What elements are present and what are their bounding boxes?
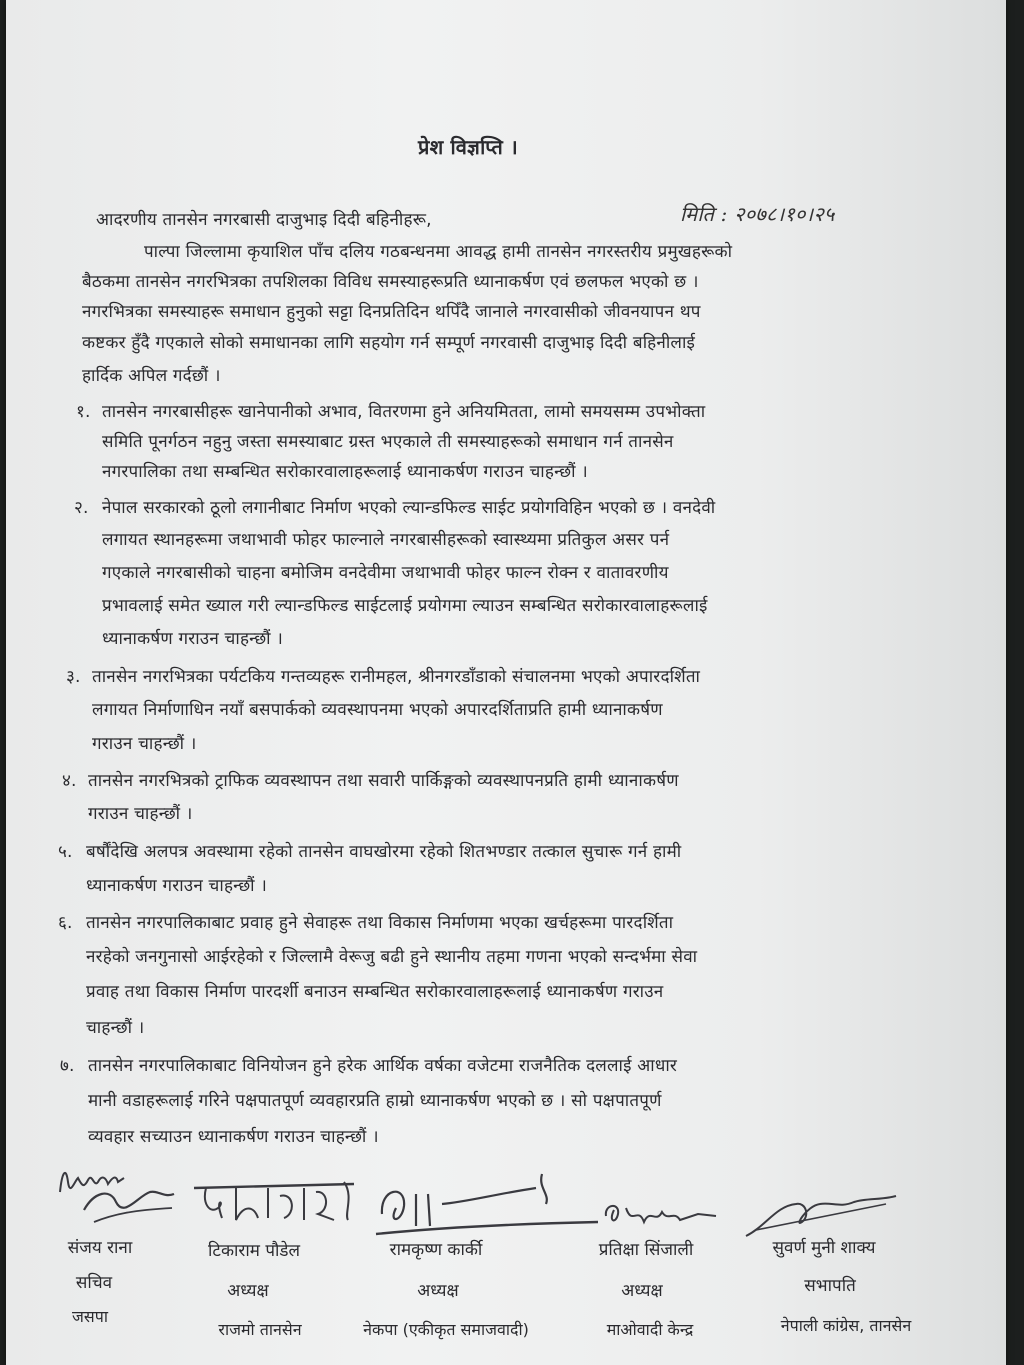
point-line: गराउन चाहन्छौं । [92, 734, 197, 754]
signatory-party: जसपा [72, 1307, 108, 1326]
signatory-role: सचिव [75, 1273, 113, 1293]
signature-sanjay-rana [54, 1152, 184, 1232]
intro-line: कष्टकर हुँदै गएकाले सोको समाधानका लागि सहयोग गर्न सम्पूर्ण नगरवासी दाजुभाइ दिदी बहिनीलाई [82, 333, 696, 353]
point-line: तानसेन नगरबासीहरू खानेपानीको अभाव, वितरणमा हुने अनियमितता, लामो समयसम्म उपभोक्ता [102, 402, 706, 422]
signatory-role: सभापति [804, 1276, 856, 1296]
signatory-party: नेपाली कांग्रेस, तानसेन [780, 1316, 912, 1335]
handwritten-date: मिति : २०७८।१०।२५ [680, 202, 835, 226]
point-line: तानसेन नगरपालिकाबाट विनियोजन हुने हरेक आर्थिक वर्षका वजेटमा राजनैतिक दललाई आधार [88, 1056, 678, 1076]
point-line: व्यवहार सच्याउन ध्यानाकर्षण गराउन चाहन्छौं । [88, 1127, 379, 1147]
point-line: लगायत स्थानहरूमा जथाभावी फोहर फाल्नाले नगरबासीहरूको स्वास्थ्यमा प्रतिकुल असर पर्न [102, 530, 670, 550]
point-line: चाहन्छौं । [86, 1018, 145, 1038]
point-number: ५. [58, 842, 73, 862]
point-number: १. [76, 402, 91, 422]
point-line: मानी वडाहरूलाई गरिने पक्षपातपूर्ण व्यवहारप्रति हाम्रो ध्यानाकर्षण भएको छ । सो पक्षपातपूर्ण [88, 1091, 662, 1111]
point-number: ७. [60, 1056, 75, 1076]
signatory-party: नेकपा (एकीकृत समाजवादी) [363, 1320, 529, 1339]
signature-tikaram-paudel [184, 1174, 364, 1234]
point-number: २. [74, 498, 89, 518]
point-line: तानसेन नगरपालिकाबाट प्रवाह हुने सेवाहरू तथा विकास निर्माणमा भएका खर्चहरूमा पारदर्शिता [86, 913, 674, 933]
signatory-name: सुवर्ण मुनी शाक्य [772, 1238, 876, 1258]
point-line: प्रभावलाई समेत ख्याल गरी ल्यान्डफिल्ड साईटलाई प्रयोगमा ल्याउन सम्बन्धित सरोकारवालाहरूलाई [102, 596, 708, 616]
press-release-sheet [6, 0, 1006, 1365]
point-line: नेपाल सरकारको ठूलो लगानीबाट निर्माण भएको ल्यान्डफिल्ड साईट प्रयोगविहिन भएको छ । वनदेवी [102, 498, 716, 518]
intro-line: पाल्पा जिल्लामा कृयाशिल पाँच दलिय गठबन्धनमा आवद्ध हामी तानसेन नगरस्तरीय प्रमुखहरूको [144, 242, 733, 262]
point-line: समिति पूनर्गठन नहुनु जस्ता समस्याबाट ग्रस्त भएकाले ती समस्याहरूको समाधान गर्न तानसेन [102, 432, 674, 452]
intro-line: बैठकमा तानसेन नगरभित्रका तपशिलका विविध समस्याहरूप्रति ध्यानाकर्षण एवं छलफल भएको छ । [82, 272, 699, 292]
signatory-name: रामकृष्ण कार्की [389, 1240, 483, 1260]
signatory-name: संजय राना [67, 1238, 133, 1258]
signatory-name: प्रतिक्षा सिंजाली [598, 1240, 694, 1260]
point-line: प्रवाह तथा विकास निर्माण पारदर्शी बनाउन सम्बन्धित सरोकारवालाहरूलाई ध्यानाकर्षण गराउन [86, 982, 664, 1002]
signatory-party: राजमो तानसेन [218, 1320, 302, 1339]
signature-pratiksha-sinjali [598, 1196, 728, 1236]
point-line: गएकाले नगरबासीको चाहना बमोजिम वनदेवीमा जथाभावी फोहर फाल्न रोक्न र वातावरणीय [102, 563, 669, 583]
point-line: गराउन चाहन्छौं । [88, 804, 193, 824]
point-line: नगरपालिका तथा सम्बन्धित सरोकारवालाहरूलाई ध्यानाकर्षण गराउन चाहन्छौं । [102, 462, 588, 482]
point-number: ६. [58, 913, 73, 933]
signatory-role: अध्यक्ष [621, 1281, 663, 1301]
point-line: तानसेन नगरभित्रका पर्यटकिय गन्तव्यहरू रानीमहल, श्रीनगरडाँडाको संचालनमा भएको अपारदर्शिता [92, 667, 701, 687]
point-number: ४. [62, 771, 77, 791]
signatory-party: माओवादी केन्द्र [606, 1320, 694, 1339]
signatory-role: अध्यक्ष [417, 1281, 459, 1301]
signatory-role: अध्यक्ष [227, 1281, 269, 1301]
document-title: प्रेश विज्ञप्ति । [418, 135, 518, 159]
point-line: लगायत निर्माणाधिन नयाँ बसपार्कको व्यवस्थापनमा भएको अपारदर्शिताप्रति हामी ध्यानाकर्षण [92, 700, 663, 720]
point-line: नरहेको जनगुनासो आईरहेको र जिल्लामै वेरूजु बढी हुने स्थानीय तहमा गणना भएको सन्दर्भमा सेवा [86, 947, 698, 967]
intro-line: नगरभित्रका समस्याहरू समाधान हुनुको सट्टा दिनप्रतिदिन थपिँदै जानाले नगरवासीको जीवनयापन थप [82, 302, 701, 322]
signatory-name: टिकाराम पौडेल [207, 1241, 301, 1261]
intro-line: हार्दिक अपिल गर्दछौं । [82, 366, 221, 386]
point-line: तानसेन नगरभित्रको ट्राफिक व्यवस्थापन तथा सवारी पार्किङ्गको व्यवस्थापनप्रति हामी ध्यानाकर्षण [88, 771, 679, 791]
point-number: ३. [66, 667, 81, 687]
point-line: बर्षौंदेखि अलपत्र अवस्थामा रहेको तानसेन वाघखोरमा रहेको शितभण्डार तत्काल सुचारू गर्न हामी [86, 842, 682, 862]
point-line: ध्यानाकर्षण गराउन चाहन्छौं । [86, 876, 268, 896]
point-line: ध्यानाकर्षण गराउन चाहन्छौं । [102, 629, 284, 649]
salutation: आदरणीय तानसेन नगरबासी दाजुभाइ दिदी बहिनीहरू, [96, 210, 432, 230]
